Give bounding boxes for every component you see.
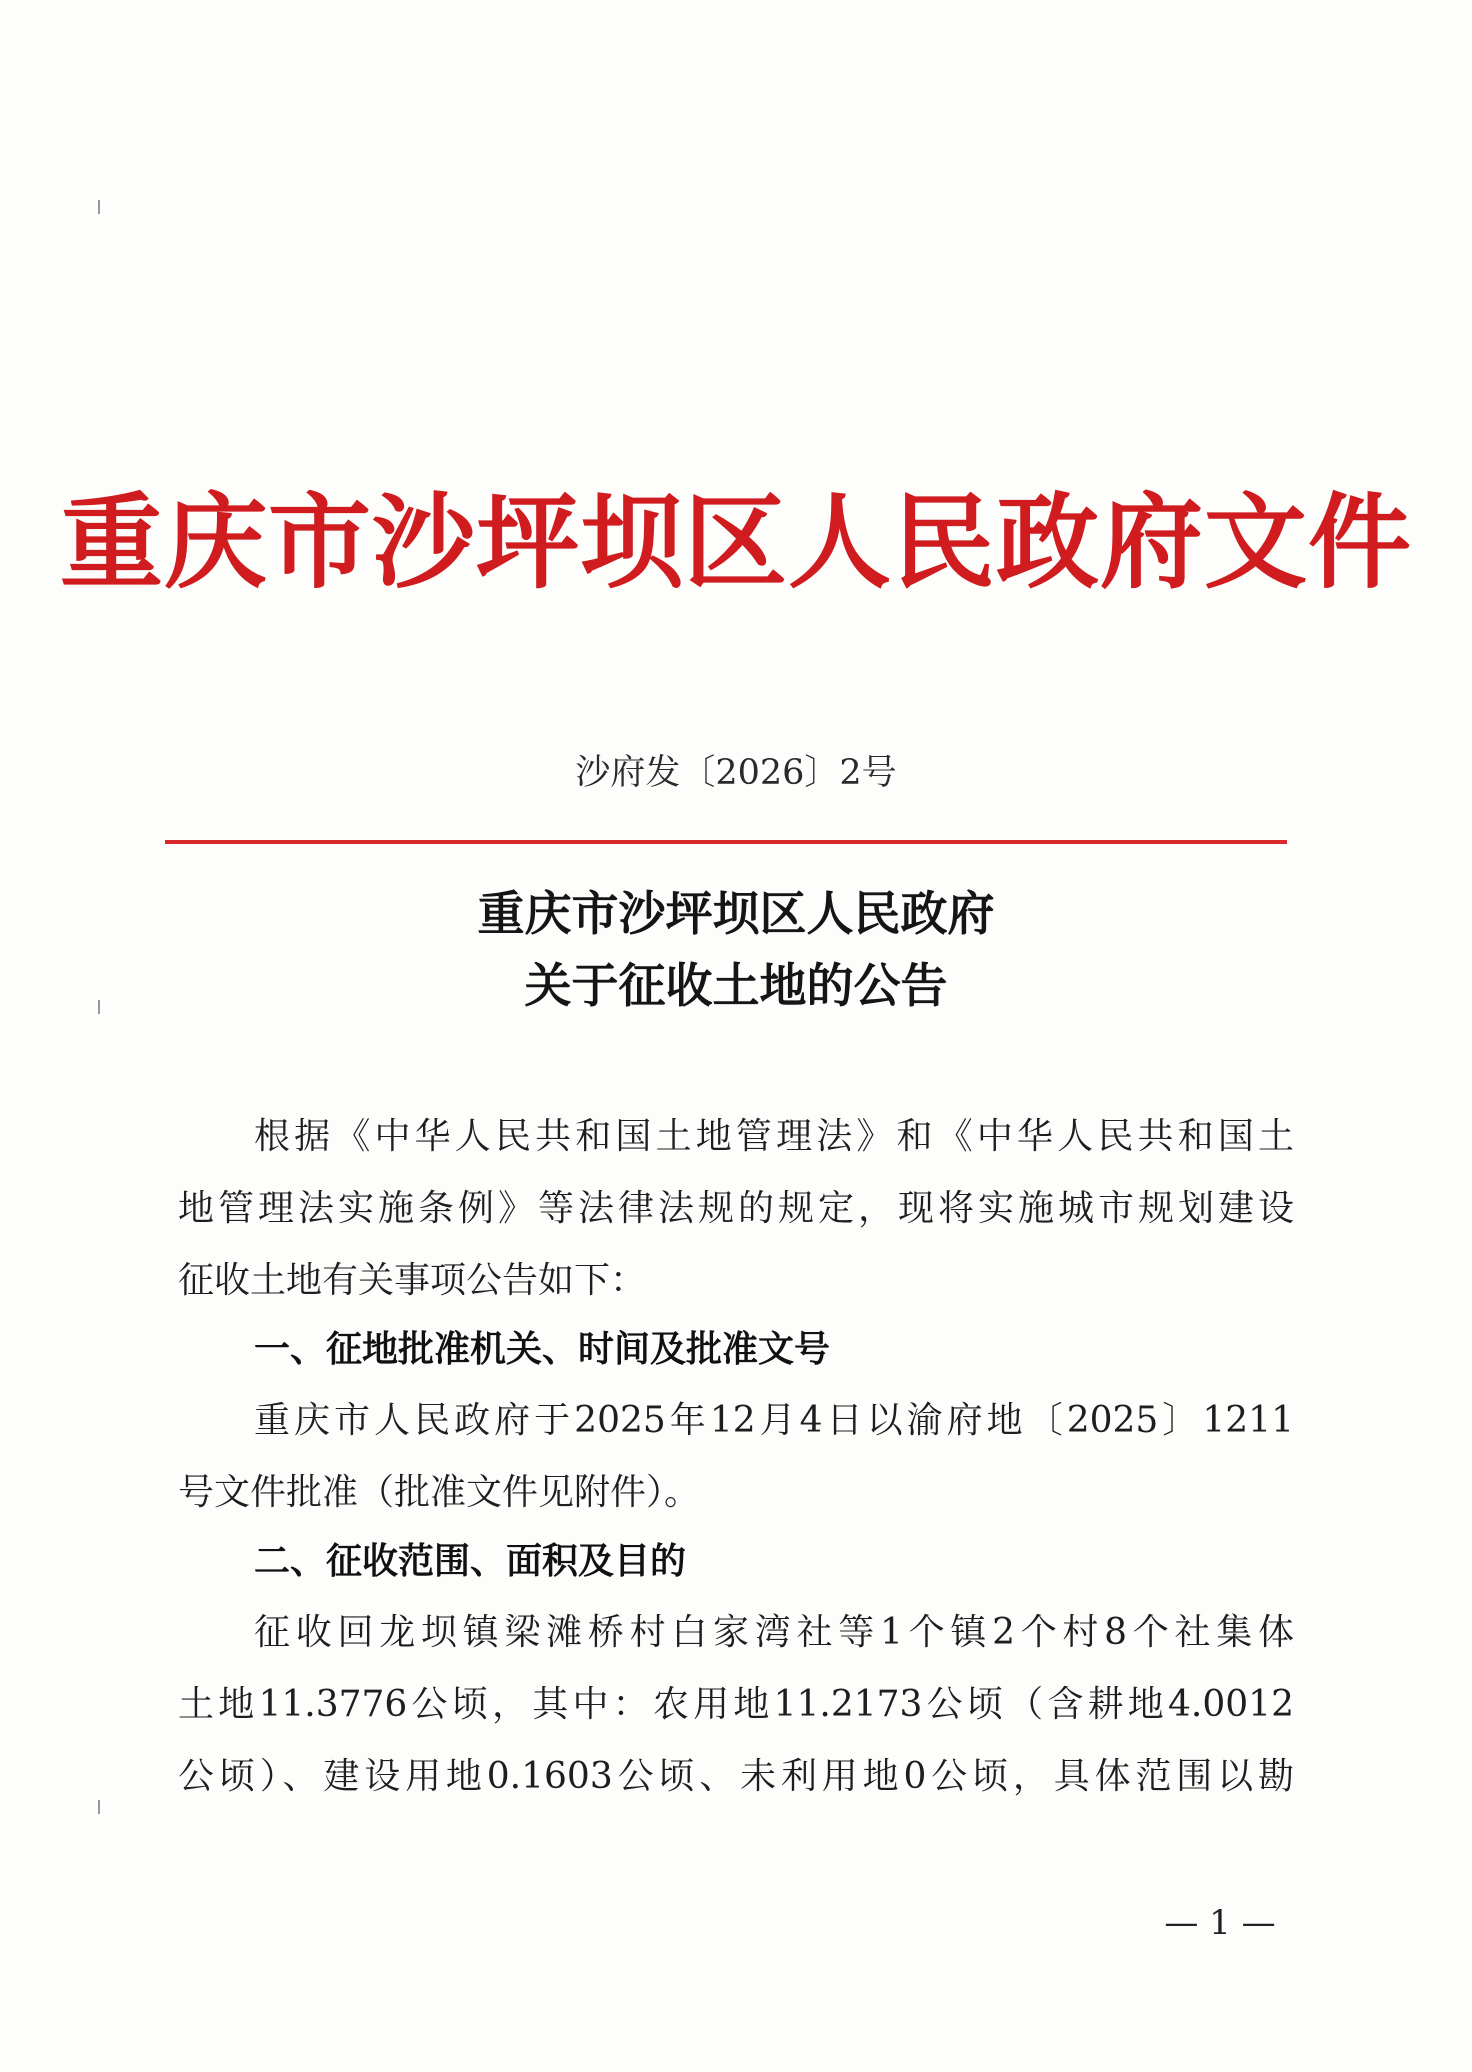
notice-title-line-2: 关于征收土地的公告 xyxy=(524,959,948,1014)
binding-mark xyxy=(98,200,100,214)
notice-title-line-1: 重庆市沙坪坝区人民政府 xyxy=(477,887,995,942)
paragraph-3-line-3: 公顷）、建设用地0.1603公顷、未利用地0公顷，具体范围以勘 xyxy=(178,1756,1294,1797)
paragraph-3-line-1: 征收回龙坝镇梁滩桥村白家湾社等1个镇2个村8个社集体 xyxy=(254,1612,1294,1653)
masthead-title: 重庆市沙坪坝区人民政府文件 xyxy=(60,483,1412,603)
paragraph-2-line-2: 号文件批准（批准文件见附件）。 xyxy=(178,1472,701,1513)
page-number: — 1 — xyxy=(1164,1903,1276,1943)
binding-mark xyxy=(98,1800,100,1814)
section-heading-2: 二、征收范围、面积及目的 xyxy=(254,1541,687,1582)
red-divider-line xyxy=(165,840,1287,844)
section-heading-1: 一、征地批准机关、时间及批准文号 xyxy=(254,1329,831,1370)
paragraph-1-line-1: 根据《中华人民共和国土地管理法》和《中华人民共和国土 xyxy=(254,1116,1294,1157)
paragraph-2-line-1: 重庆市人民政府于2025年12月4日以渝府地〔2025〕1211 xyxy=(254,1400,1294,1441)
paragraph-1-line-2: 地管理法实施条例》等法律法规的规定，现将实施城市规划建设 xyxy=(178,1188,1294,1229)
binding-mark xyxy=(98,1000,100,1014)
paragraph-3-line-2: 土地11.3776公顷，其中：农用地11.2173公顷（含耕地4.0012 xyxy=(178,1684,1294,1725)
paragraph-1-line-3: 征收土地有关事项公告如下： xyxy=(178,1260,647,1301)
document-number: 沙府发〔2026〕2号 xyxy=(575,753,897,793)
